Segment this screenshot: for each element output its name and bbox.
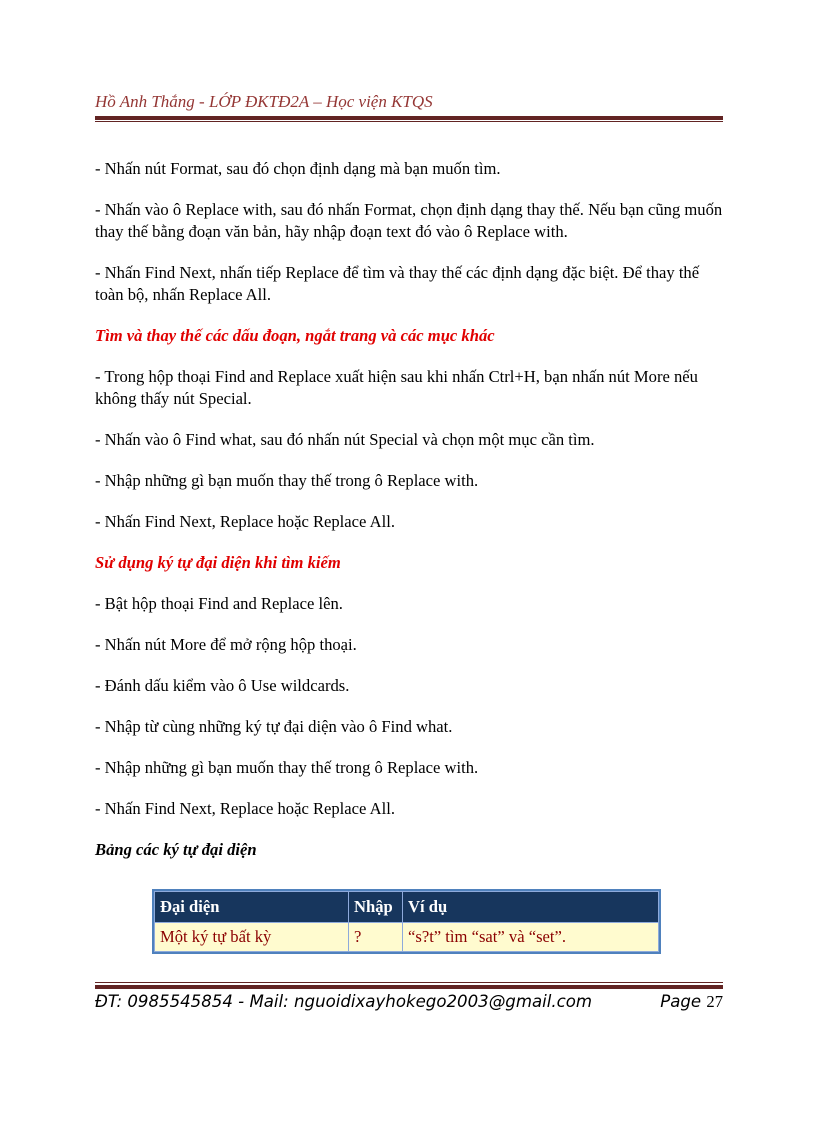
paragraph: - Nhấn vào ô Replace with, sau đó nhấn Format, chọn định dạng thay thế. Nếu bạn cũng muốn thay thế bằng đoạn văn bản, hãy nhập đoạn text đó vào ô Replace with. (95, 200, 723, 241)
table-header-cell: Đại diện (155, 892, 349, 923)
page-number: 27 (706, 992, 723, 1011)
paragraph: - Trong hộp thoại Find and Replace xuất hiện sau khi nhấn Ctrl+H, bạn nhấn nút More nếu không thấy nút Special. (95, 367, 698, 408)
paragraph: - Nhấn Find Next, nhấn tiếp Replace để tìm và thay thế các định dạng đặc biệt. Để thay thế toàn bộ, nhấn Replace All. (95, 263, 700, 304)
wildcard-table-wrapper (154, 891, 659, 952)
paragraph: - Nhấn nút More để mở rộng hộp thoại. (95, 635, 357, 654)
paragraph: - Nhập những gì bạn muốn thay thế trong ô Replace with. (95, 471, 479, 490)
section-heading: Tìm và thay thế các dấu đoạn, ngắt trang và các mục khác (95, 326, 495, 345)
page-header: Hồ Anh Thắng - LỚP ĐKTĐ2A – Học viện KTQS (95, 92, 433, 111)
footer-page (660, 992, 723, 1012)
footer-rule (95, 985, 723, 989)
paragraph: - Nhập những gì bạn muốn thay thế trong ô Replace with. (95, 758, 479, 777)
paragraph: - Đánh dấu kiểm vào ô Use wildcards. (95, 676, 350, 695)
header-rule-thin (95, 121, 723, 122)
page-label: Page (660, 992, 702, 1011)
paragraph: - Bật hộp thoại Find and Replace lên. (95, 594, 343, 613)
paragraph: - Nhấn nút Format, sau đó chọn định dạng mà bạn muốn tìm. (95, 159, 501, 178)
table-cell: ? (349, 923, 403, 952)
section-heading: Sử dụng ký tự đại diện khi tìm kiếm (95, 553, 341, 572)
footer-contact: ĐT: 0985545854 - Mail: nguoidixayhokego2003@gmail.com (95, 992, 593, 1011)
wildcard-table (154, 891, 659, 952)
table-row (155, 923, 659, 952)
table-header-cell: Ví dụ (403, 892, 659, 923)
paragraph: - Nhập từ cùng những ký tự đại diện vào ô Find what. (95, 717, 453, 736)
document-body (95, 158, 723, 880)
paragraph: - Nhấn vào ô Find what, sau đó nhấn nút Special và chọn một mục cần tìm. (95, 430, 595, 449)
table-heading: Bảng các ký tự đại diện (95, 840, 257, 859)
paragraph: - Nhấn Find Next, Replace hoặc Replace All. (95, 512, 395, 531)
table-header-cell: Nhập (349, 892, 403, 923)
table-header-row (155, 892, 659, 923)
footer-rule-thin (95, 982, 723, 983)
paragraph: - Nhấn Find Next, Replace hoặc Replace All. (95, 799, 395, 818)
header-rule (95, 116, 723, 120)
table-cell: “s?t” tìm “sat” và “set”. (403, 923, 659, 952)
table-cell: Một ký tự bất kỳ (155, 923, 349, 952)
page-footer (95, 992, 723, 1011)
